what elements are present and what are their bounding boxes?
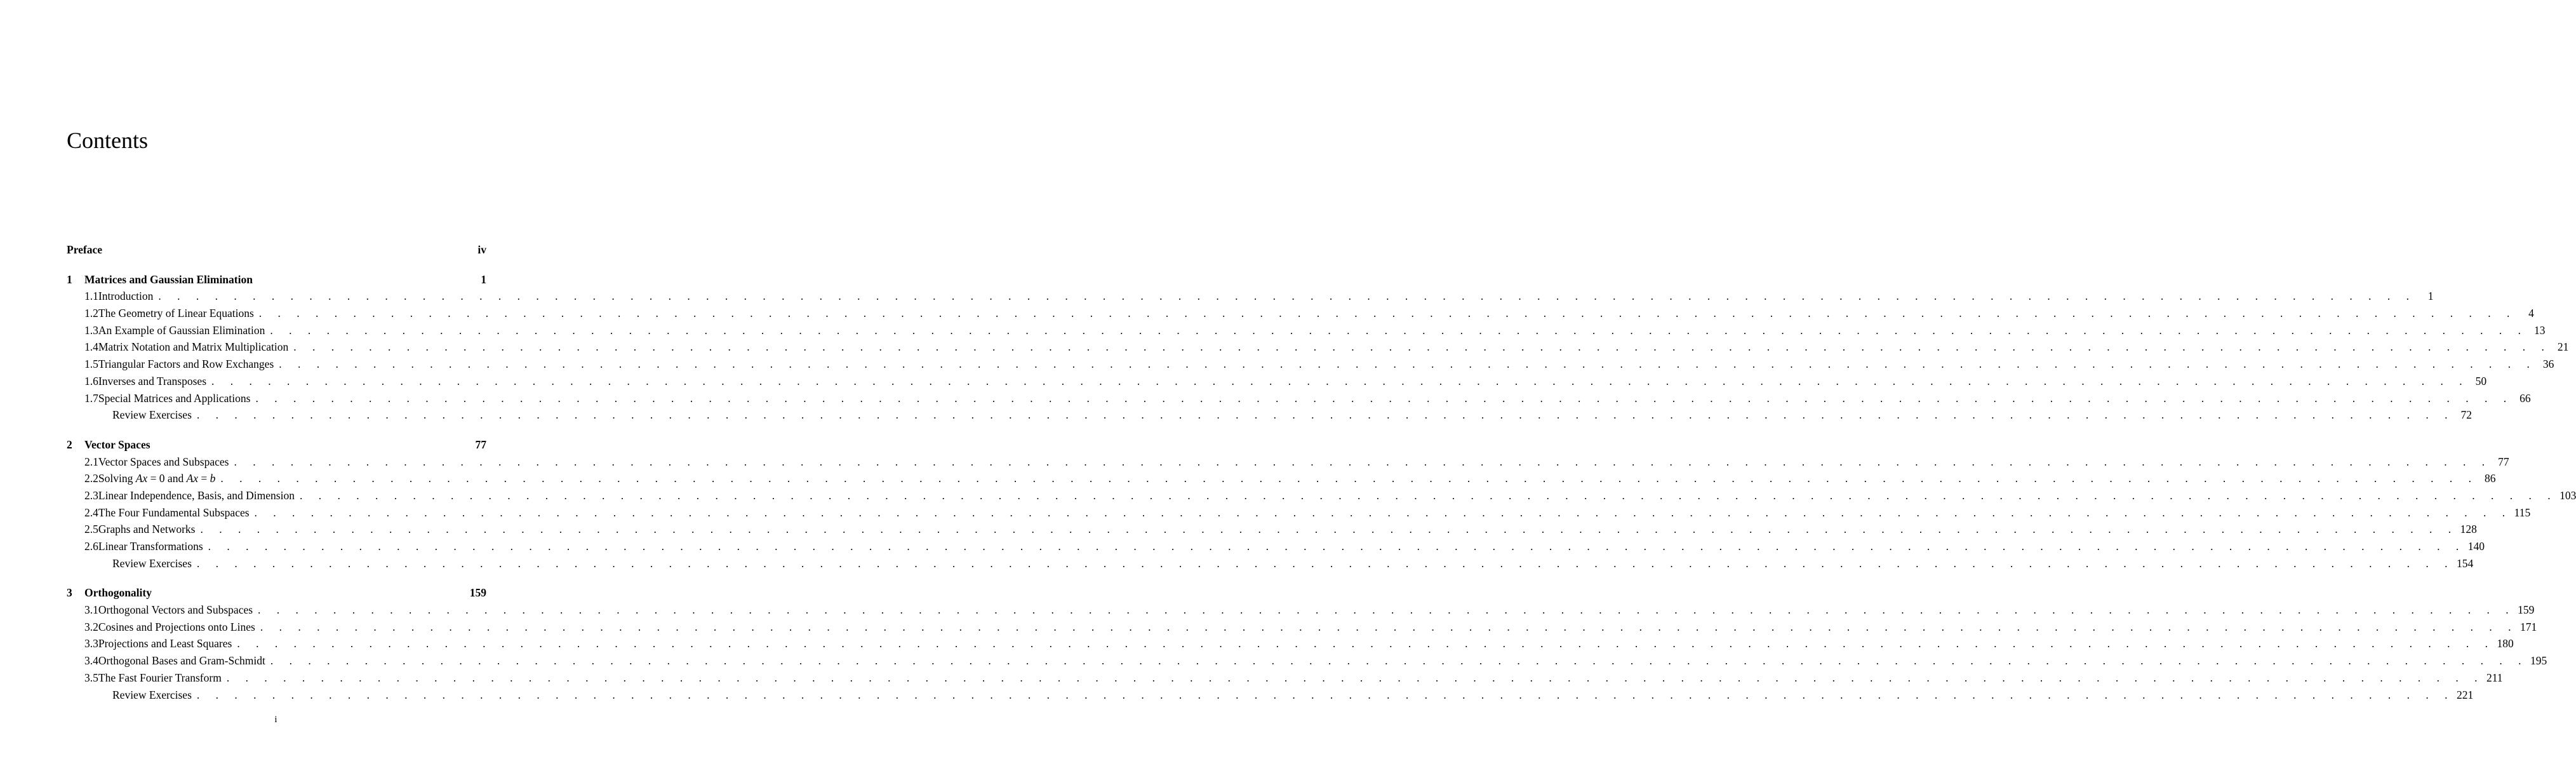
- section-title: Graphs and Networks: [98, 521, 198, 538]
- toc-section-row[interactable]: [67, 487, 2576, 504]
- toc-chapter-row[interactable]: [67, 271, 486, 288]
- section-number: 3.1: [84, 603, 98, 617]
- dot-leader: . . . . . . . . . . . . . . . . . . . . . . . . . . . . . . . . . . . . . . . . . . . . . . . . . . . . . . . . . . . . . . . . . . . . . . . . . . . . . . . . . . . . . . . . . . . . . . . . . . . . . . . . . . . . . . . . . . . . . . . .: [299, 488, 2558, 502]
- section-page: 180: [2497, 637, 2514, 650]
- toc-section-row[interactable]: [67, 602, 2535, 619]
- section-page: 77: [2498, 455, 2509, 468]
- section-gap: [67, 572, 486, 584]
- section-title: Introduction: [98, 288, 156, 305]
- section-number: 3.4: [84, 654, 98, 668]
- section-page: 1: [2427, 290, 2434, 303]
- section-page: 159: [2518, 603, 2535, 617]
- section-number: 1.4: [84, 340, 98, 354]
- section-number: 2.1: [84, 455, 98, 468]
- section-number: 3.2: [84, 620, 98, 633]
- section-title: Orthogonal Vectors and Subspaces: [98, 602, 255, 619]
- section-title: Vector Spaces and Subspaces: [98, 454, 232, 471]
- section-number: 3.5: [84, 671, 98, 684]
- section-page: 4: [2528, 307, 2534, 320]
- toc-preface-row[interactable]: [67, 241, 486, 259]
- chapter-page: 77: [475, 438, 486, 451]
- chapter-page: 159: [469, 586, 486, 600]
- dot-leader: . . . . . . . . . . . . . . . . . . . . . . . . . . . . . . . . . . . . . . . . . . . . . . . . . . . . . . . . . . . . . . . . . . . . . . . . . . . . . . . . . . . . . . . . . . . . . . . . . . . . . . . . . . . . . . . . . . . . . . . .: [196, 556, 2455, 570]
- dot-leader: . . . . . . . . . . . . . . . . . . . . . . . . . . . . . . . . . . . . . . . . . . . . . . . . . . . . . . . . . . . . . . . . . . . . . . . . . . . . . . . . . . . . . . . . . . . . . . . . . . . . . . . . . . . . . . . . . . . . . . . .: [200, 523, 2458, 536]
- section-page: 221: [2457, 688, 2474, 701]
- section-page: 103: [2559, 488, 2576, 502]
- dot-leader: . . . . . . . . . . . . . . . . . . . . . . . . . . . . . . . . . . . . . . . . . . . . . . . . . . . . . . . . . . . . . . . . . . . . . . . . . . . . . . . . . . . . . . . . . . . . . . . . . . . . . . . . . . . . . . . . . . . . . . . .: [234, 455, 2492, 468]
- section-title: Linear Transformations: [98, 538, 206, 555]
- section-number: 1.2: [84, 307, 98, 320]
- section-number: 1.1: [84, 290, 98, 303]
- section-title: The Four Fundamental Subspaces: [98, 504, 252, 521]
- dot-leader: . . . . . . . . . . . . . . . . . . . . . . . . . . . . . . . . . . . . . . . . . . . . . . . . . . . . . . . . . . . . . . . . . . . . . . . . . . . . . . . . . . . . . . . . . . . . . . . . . . . . . . . . . . . . . . . . . . . . . . . .: [237, 637, 2495, 650]
- dot-leader: . . . . . . . . . . . . . . . . . . . . . . . . . . . . . . . . . . . . . . . . . . . . . . . . . . . . . . . . . . . . . . . . . . . . . . . . . . . . . . . . . . . . . . . . . . . . . . . . . . . . . . . . . . . . . . . . . . . . . . . .: [258, 307, 2516, 320]
- section-title: Matrix Notation and Matrix Multiplication: [98, 339, 291, 356]
- chapter-title: Vector Spaces: [84, 438, 150, 451]
- section-title: The Geometry of Linear Equations: [98, 305, 257, 322]
- toc-section-row[interactable]: [67, 339, 2569, 356]
- dot-leader: . . . . . . . . . . . . . . . . . . . . . . . . . . . . . . . . . . . . . . . . . . . . . . . . . . . . . . . . . . . . . . . . . . . . . . . . . . . . . . . . . . . . . . . . . . . . . . . . . . . . . . . . . . . . . . . . . . . . . . . .: [196, 688, 2455, 701]
- dot-leader: . . . . . . . . . . . . . . . . . . . . . . . . . . . . . . . . . . . . . . . . . . . . . . . . . . . . . . . . . . . . . . . . . . . . . . . . . . . . . . . . . . . . . . . . . . . . . . . . . . . . . . . . . . . . . . . . . . . . . . . .: [260, 620, 2518, 633]
- section-page: 66: [2519, 391, 2531, 405]
- dot-leader: . . . . . . . . . . . . . . . . . . . . . . . . . . . . . . . . . . . . . . . . . . . . . . . . . . . . . . . . . . . . . . . . . . . . . . . . . . . . . . . . . . . . . . . . . . . . . . . . . . . . . . . . . . . . . . . . . . . . . . . .: [211, 374, 2469, 387]
- dot-leader: . . . . . . . . . . . . . . . . . . . . . . . . . . . . . . . . . . . . . . . . . . . . . . . . . . . . . . . . . . . . . . . . . . . . . . . . . . . . . . . . . . . . . . . . . . . . . . . . . . . . . . . . . . . . . . . . . . . . . . . .: [293, 340, 2551, 354]
- chapter-title: Matrices and Gaussian Elimination: [84, 272, 253, 286]
- section-page: 171: [2519, 620, 2537, 633]
- chapter-page: 1: [481, 272, 486, 286]
- toc-chapter-row[interactable]: [67, 584, 486, 602]
- toc-section-row[interactable]: [67, 635, 2514, 652]
- section-title: Orthogonal Bases and Gram-Schmidt: [98, 652, 268, 669]
- toc-chapter-row[interactable]: [67, 436, 486, 454]
- section-number: 3.3: [84, 637, 98, 650]
- toc-section-row[interactable]: [67, 470, 2496, 487]
- page-title: Contents: [67, 128, 149, 153]
- section-title: Solving Ax = 0 and Ax = b: [98, 470, 218, 487]
- toc-section-row[interactable]: [67, 322, 2546, 339]
- section-title: Linear Independence, Basis, and Dimension: [98, 487, 297, 504]
- section-number: 2.4: [84, 506, 98, 519]
- section-number: 2.5: [84, 523, 98, 536]
- section-page: 13: [2533, 323, 2546, 337]
- toc-section-row[interactable]: [67, 538, 2485, 555]
- chapter-title: Orthogonality: [84, 586, 152, 600]
- section-number: 2.2: [84, 472, 98, 485]
- dot-leader: . . . . . . . . . . . . . . . . . . . . . . . . . . . . . . . . . . . . . . . . . . . . . . . . . . . . . . . . . . . . . . . . . . . . . . . . . . . . . . . . . . . . . . . . . . . . . . . . . . . . . . . . . . . . . . . . . . . . . . . .: [279, 358, 2537, 371]
- section-title: Review Exercises: [112, 407, 194, 424]
- toc-section-row[interactable]: [67, 305, 2534, 322]
- section-number: 1.7: [84, 391, 98, 405]
- section-page: 211: [2486, 671, 2503, 684]
- dot-leader: . . . . . . . . . . . . . . . . . . . . . . . . . . . . . . . . . . . . . . . . . . . . . . . . . . . . . . . . . . . . . . . . . . . . . . . . . . . . . . . . . . . . . . . . . . . . . . . . . . . . . . . . . . . . . . . . . . . . . . . .: [254, 506, 2512, 519]
- toc-section-row[interactable]: [67, 504, 2531, 521]
- section-title: Projections and Least Squares: [98, 635, 234, 652]
- toc-review-row[interactable]: [67, 555, 2474, 572]
- dot-leader: . . . . . . . . . . . . . . . . . . . . . . . . . . . . . . . . . . . . . . . . . . . . . . . . . . . . . . . . . . . . . . . . . . . . . . . . . . . . . . . . . . . . . . . . . . . . . . . . . . . . . . . . . . . . . . . . . . . . . . . .: [196, 408, 2455, 422]
- section-title: Review Exercises: [112, 555, 194, 572]
- section-number: 1.5: [84, 358, 98, 371]
- section-page: 140: [2467, 540, 2485, 553]
- section-page: 21: [2557, 340, 2569, 354]
- dot-leader: . . . . . . . . . . . . . . . . . . . . . . . . . . . . . . . . . . . . . . . . . . . . . . . . . . . . . . . . . . . . . . . . . . . . . . . . . . . . . . . . . . . . . . . . . . . . . . . . . . . . . . . . . . . . . . . . . . . . . . . .: [226, 671, 2484, 684]
- toc-section-row[interactable]: [67, 390, 2531, 407]
- toc-review-row[interactable]: [67, 407, 2473, 424]
- section-page: 72: [2460, 408, 2473, 422]
- dot-leader: . . . . . . . . . . . . . . . . . . . . . . . . . . . . . . . . . . . . . . . . . . . . . . . . . . . . . . . . . . . . . . . . . . . . . . . . . . . . . . . . . . . . . . . . . . . . . . . . . . . . . . . . . . . . . . . . . . . . . . . .: [270, 654, 2528, 668]
- dot-leader: . . . . . . . . . . . . . . . . . . . . . . . . . . . . . . . . . . . . . . . . . . . . . . . . . . . . . . . . . . . . . . . . . . . . . . . . . . . . . . . . . . . . . . . . . . . . . . . . . . . . . . . . . . . . . . . . . . . . . . . .: [270, 323, 2528, 337]
- chapter-number: 2: [67, 438, 72, 451]
- dot-leader: . . . . . . . . . . . . . . . . . . . . . . . . . . . . . . . . . . . . . . . . . . . . . . . . . . . . . . . . . . . . . . . . . . . . . . . . . . . . . . . . . . . . . . . . . . . . . . . . . . . . . . . . . . . . . . . . . . . . . . . .: [220, 472, 2478, 485]
- preface-page: iv: [477, 243, 486, 256]
- section-gap: [67, 424, 486, 436]
- section-page: 154: [2457, 556, 2474, 570]
- section-page: 128: [2460, 523, 2477, 536]
- toc-section-row[interactable]: [67, 521, 2477, 538]
- toc-section-row[interactable]: [67, 373, 2487, 390]
- toc-section-row[interactable]: [67, 669, 2503, 687]
- dot-leader: . . . . . . . . . . . . . . . . . . . . . . . . . . . . . . . . . . . . . . . . . . . . . . . . . . . . . . . . . . . . . . . . . . . . . . . . . . . . . . . . . . . . . . . . . . . . . . . . . . . . . . . . . . . . . . . . . . . . . . . .: [158, 290, 2416, 303]
- section-number: 2.6: [84, 540, 98, 553]
- toc-section-row[interactable]: [67, 619, 2537, 636]
- toc-review-row[interactable]: [67, 687, 2474, 704]
- section-page: 50: [2475, 374, 2487, 387]
- chapter-number: 3: [67, 586, 72, 600]
- toc-section-row[interactable]: [67, 454, 2509, 471]
- dot-leader: . . . . . . . . . . . . . . . . . . . . . . . . . . . . . . . . . . . . . . . . . . . . . . . . . . . . . . . . . . . . . . . . . . . . . . . . . . . . . . . . . . . . . . . . . . . . . . . . . . . . . . . . . . . . . . . . . . . . . . . .: [208, 540, 2466, 553]
- toc-section-row[interactable]: [67, 288, 2434, 305]
- section-title: Inverses and Transposes: [98, 373, 209, 390]
- section-title: Review Exercises: [112, 687, 194, 704]
- dot-leader: . . . . . . . . . . . . . . . . . . . . . . . . . . . . . . . . . . . . . . . . . . . . . . . . . . . . . . . . . . . . . . . . . . . . . . . . . . . . . . . . . . . . . . . . . . . . . . . . . . . . . . . . . . . . . . . . . . . . . . . .: [258, 603, 2516, 617]
- section-gap: [67, 259, 486, 271]
- section-page: 115: [2514, 506, 2531, 519]
- section-page: 86: [2485, 472, 2496, 485]
- section-title: Triangular Factors and Row Exchanges: [98, 356, 276, 373]
- section-title: Special Matrices and Applications: [98, 390, 253, 407]
- section-page: 36: [2542, 358, 2554, 371]
- section-title: Cosines and Projections onto Lines: [98, 619, 258, 636]
- section-number: 2.3: [84, 488, 98, 502]
- section-page: 195: [2530, 654, 2547, 668]
- preface-label: Preface: [67, 243, 103, 256]
- section-number: 1.3: [84, 323, 98, 337]
- toc-section-row[interactable]: [67, 356, 2554, 373]
- chapter-number: 1: [67, 272, 72, 286]
- section-title: The Fast Fourier Transform: [98, 669, 224, 687]
- toc-section-row[interactable]: [67, 652, 2547, 669]
- section-number: 1.6: [84, 374, 98, 387]
- dot-leader: . . . . . . . . . . . . . . . . . . . . . . . . . . . . . . . . . . . . . . . . . . . . . . . . . . . . . . . . . . . . . . . . . . . . . . . . . . . . . . . . . . . . . . . . . . . . . . . . . . . . . . . . . . . . . . . . . . . . . . . .: [255, 391, 2513, 405]
- table-of-contents: [67, 241, 2576, 703]
- page-number: i: [274, 715, 277, 725]
- section-title: An Example of Gaussian Elimination: [98, 322, 267, 339]
